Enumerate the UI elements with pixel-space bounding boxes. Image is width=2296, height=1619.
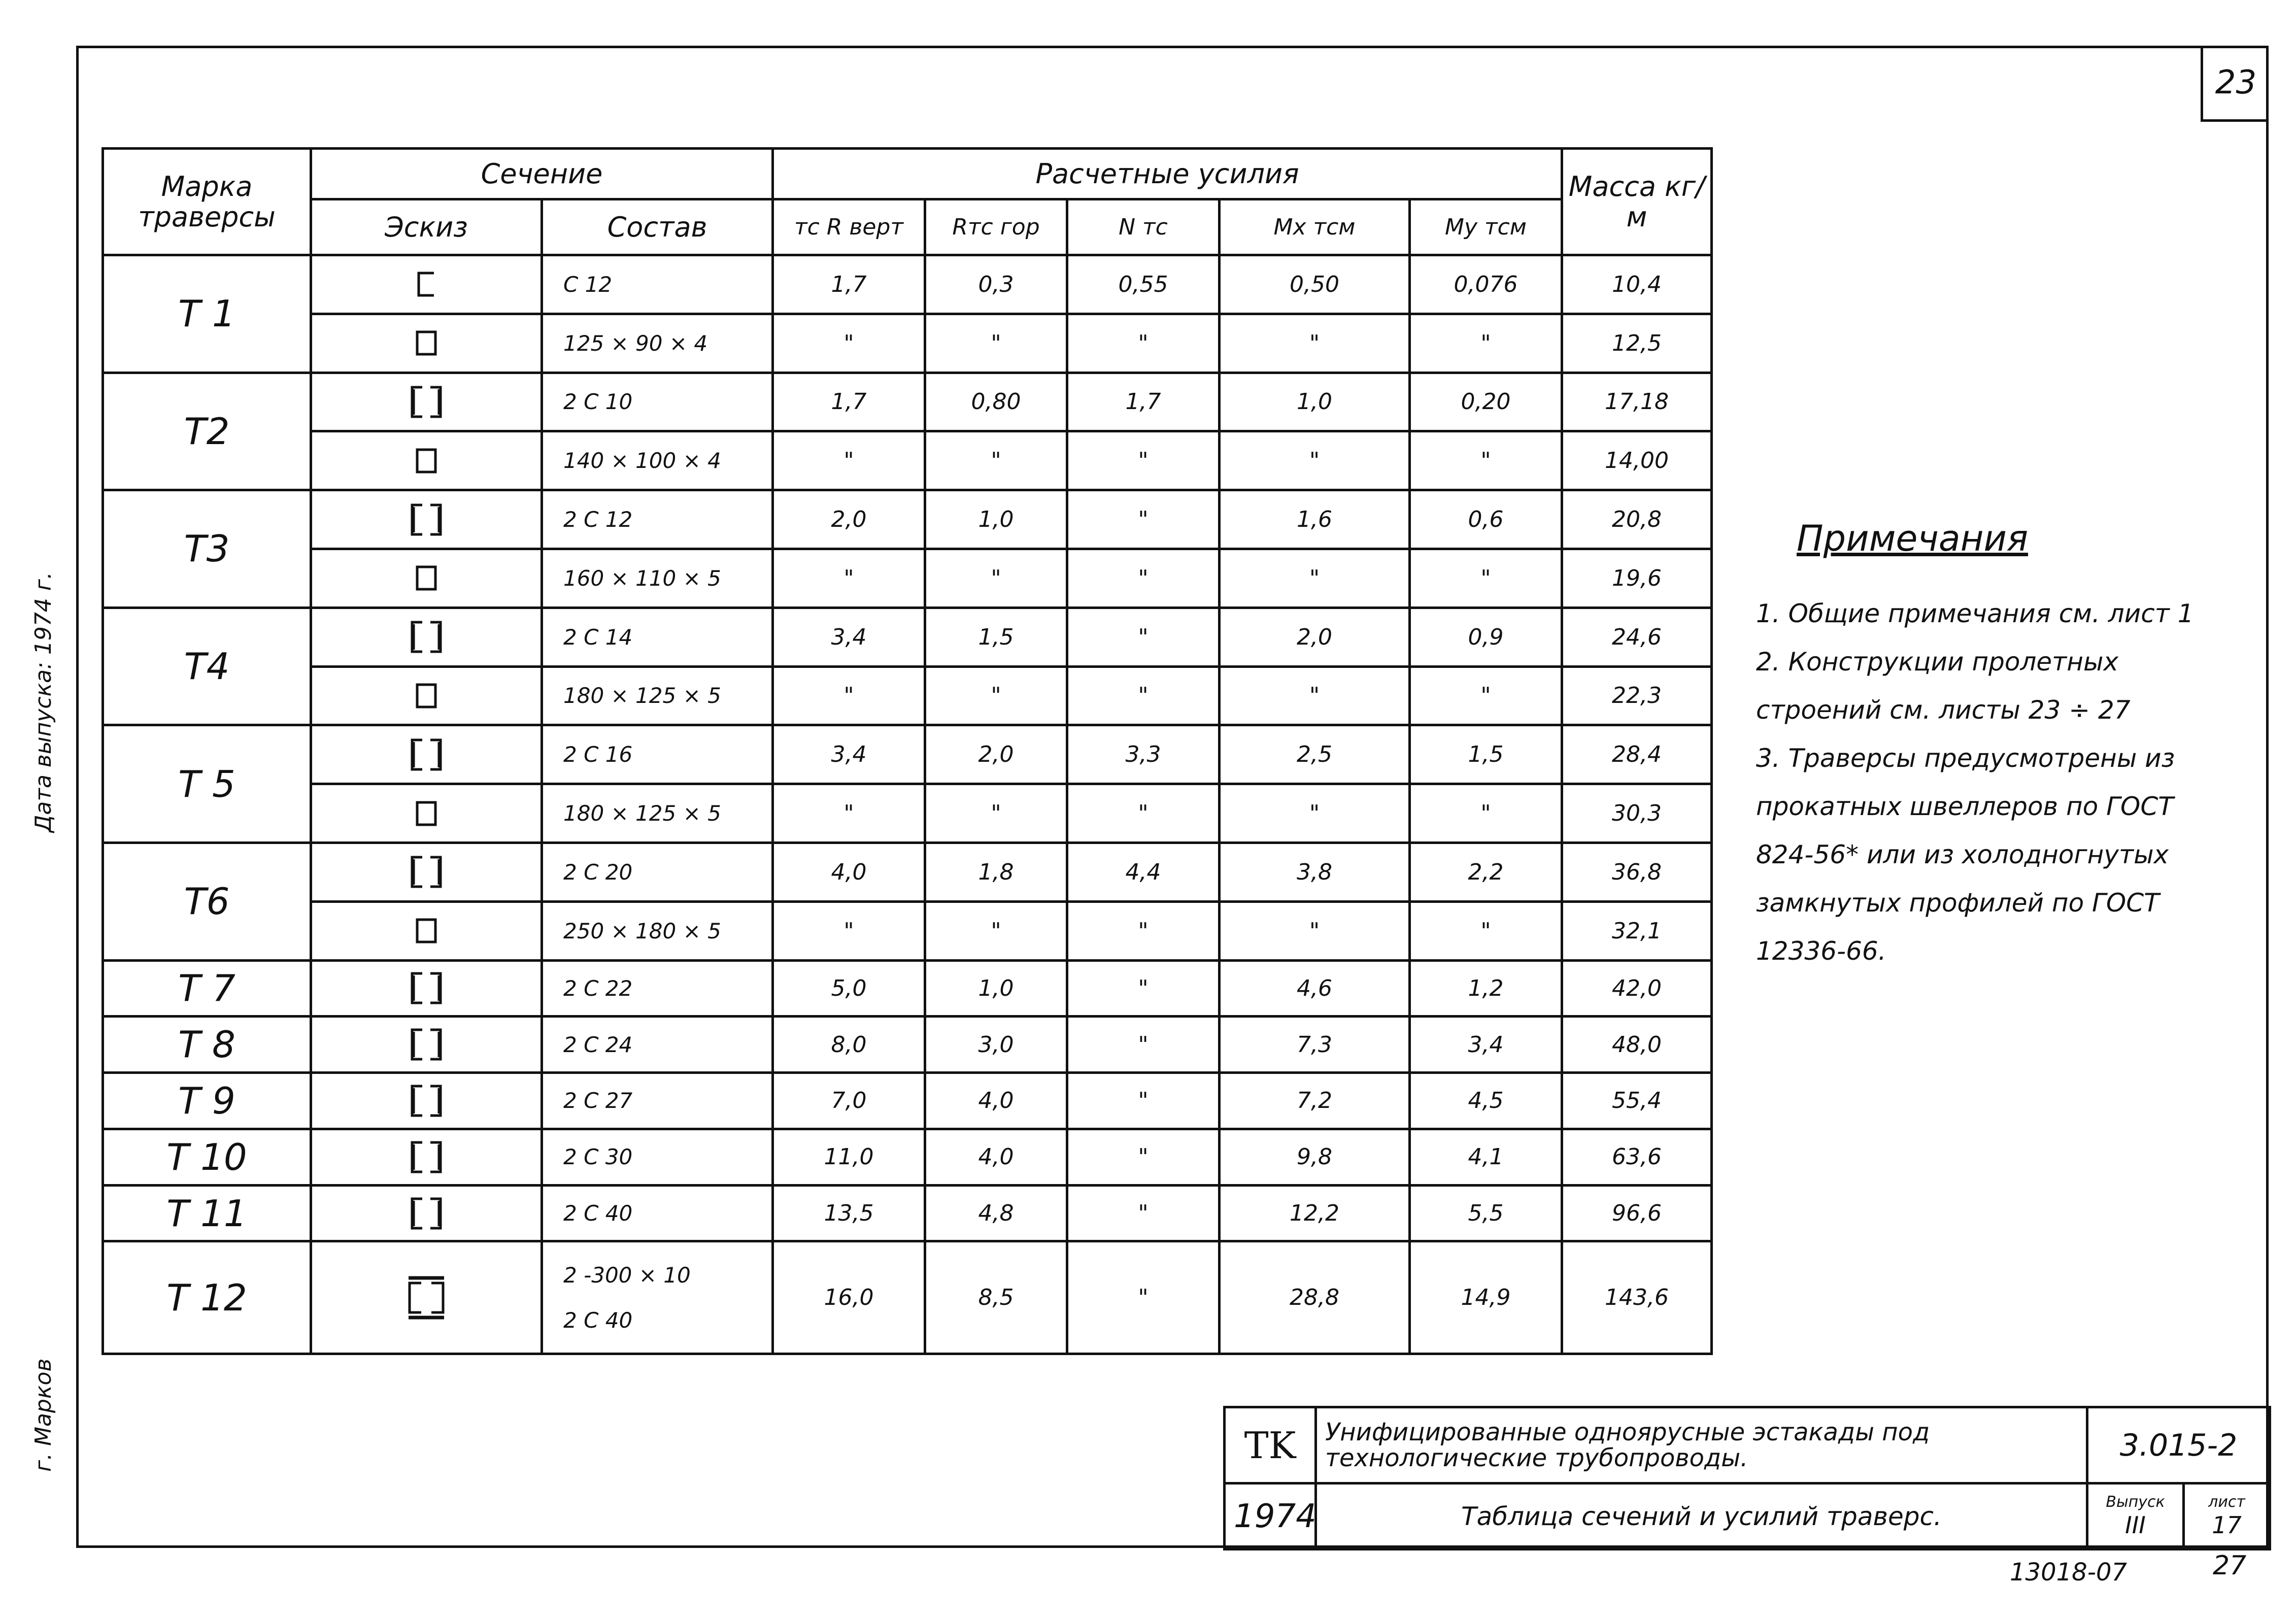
header-eskiz: Эскиз	[311, 199, 542, 255]
header-sostav: Состав	[542, 199, 773, 255]
sostav-text: 2 C 30	[563, 1144, 633, 1170]
r-gor-cell: 1,8	[925, 842, 1067, 901]
sostav-cell	[542, 901, 773, 960]
n-cell: 1,7	[1067, 373, 1220, 431]
n-cell: "	[1067, 549, 1220, 608]
bottom-page: 27	[2213, 1550, 2247, 1581]
double-channel-icon	[311, 490, 542, 549]
n-cell: 4,4	[1067, 842, 1220, 901]
sostav-cell	[542, 960, 773, 1017]
r-vert-cell: 1,7	[773, 255, 925, 314]
traverse-mark: T 1	[103, 255, 311, 373]
r-vert-cell: 7,0	[773, 1073, 925, 1129]
my-cell: 14,9	[1410, 1241, 1562, 1354]
n-cell: "	[1067, 1185, 1220, 1241]
r-vert-cell: 8,0	[773, 1017, 925, 1073]
stamp-year: 1974	[1225, 1483, 1316, 1549]
my-cell: "	[1410, 431, 1562, 490]
massa-cell: 17,18	[1562, 373, 1712, 431]
double-channel-icon	[311, 1073, 542, 1129]
double-channel-icon	[311, 608, 542, 666]
header-r-vert: тс R верт	[773, 199, 925, 255]
my-cell: "	[1410, 314, 1562, 373]
sostav-text: 2 C 24	[563, 1032, 633, 1057]
sostav-text: 140 × 100 × 4	[563, 448, 721, 474]
massa-cell: 48,0	[1562, 1017, 1712, 1073]
r-vert-cell: 13,5	[773, 1185, 925, 1241]
n-cell: "	[1067, 490, 1220, 549]
channel-icon	[311, 255, 542, 314]
sostav-cell	[542, 1073, 773, 1129]
r-vert-cell: 1,7	[773, 373, 925, 431]
n-cell: "	[1067, 1129, 1220, 1185]
traverse-mark: T2	[103, 373, 311, 490]
r-gor-cell: 4,0	[925, 1129, 1067, 1185]
mx-cell: 12,2	[1220, 1185, 1410, 1241]
traverse-mark: T 12	[103, 1241, 311, 1354]
massa-cell: 36,8	[1562, 842, 1712, 901]
massa-cell: 22,3	[1562, 666, 1712, 725]
mx-cell: 9,8	[1220, 1129, 1410, 1185]
mx-cell: "	[1220, 666, 1410, 725]
tube-icon	[311, 901, 542, 960]
sostav-cell	[542, 842, 773, 901]
massa-cell: 19,6	[1562, 549, 1712, 608]
traverse-mark: T 9	[103, 1073, 311, 1129]
double-channel-icon	[311, 373, 542, 431]
sostav-text: 2 C 22	[563, 975, 633, 1001]
r-vert-cell: 3,4	[773, 608, 925, 666]
mx-cell: "	[1220, 901, 1410, 960]
n-cell: "	[1067, 901, 1220, 960]
r-gor-cell: 1,5	[925, 608, 1067, 666]
note-item: 1. Общие примечания см. лист 1	[1756, 599, 2194, 628]
sostav-cell	[542, 431, 773, 490]
sostav-cell	[542, 490, 773, 549]
mx-cell: "	[1220, 431, 1410, 490]
my-cell: 5,5	[1410, 1185, 1562, 1241]
double-channel-icon	[311, 725, 542, 784]
stamp-title1: Унифицированные одноярусные эстакады под технологические трубопроводы.	[1316, 1407, 2087, 1483]
r-gor-cell: 4,8	[925, 1185, 1067, 1241]
r-vert-cell: 2,0	[773, 490, 925, 549]
my-cell: 4,5	[1410, 1073, 1562, 1129]
bottom-code: 13018-07	[2010, 1558, 2128, 1587]
mx-cell: "	[1220, 784, 1410, 843]
plated-double-channel-icon	[311, 1241, 542, 1354]
sostav-cell	[542, 1241, 773, 1354]
massa-cell: 10,4	[1562, 255, 1712, 314]
mx-cell: 7,3	[1220, 1017, 1410, 1073]
r-vert-cell: 11,0	[773, 1129, 925, 1185]
traverse-mark: T 5	[103, 725, 311, 843]
sostav-text: 250 × 180 × 5	[563, 918, 721, 943]
mx-cell: 3,8	[1220, 842, 1410, 901]
header-marka: Марка траверсы	[103, 149, 311, 255]
notes-title: Примечания	[1797, 518, 2029, 559]
sostav-text: 2 C 14	[563, 624, 633, 650]
r-gor-cell: "	[925, 549, 1067, 608]
title-block	[1223, 1406, 2271, 1550]
sostav-cell	[542, 666, 773, 725]
my-cell: 0,6	[1410, 490, 1562, 549]
n-cell: 0,55	[1067, 255, 1220, 314]
sostav-text: C 12	[563, 272, 613, 297]
sostav-cell	[542, 725, 773, 784]
mx-cell: 7,2	[1220, 1073, 1410, 1129]
header-usiliya: Расчетные усилия	[773, 149, 1562, 199]
r-gor-cell: 1,0	[925, 490, 1067, 549]
my-cell: "	[1410, 901, 1562, 960]
sostav-cell	[542, 608, 773, 666]
sostav-text: 2 C 16	[563, 742, 633, 767]
stamp-tk: TK	[1225, 1407, 1316, 1483]
r-vert-cell: 5,0	[773, 960, 925, 1017]
sostav-cell	[542, 373, 773, 431]
stamp-code: 3.015-2	[2087, 1407, 2270, 1483]
sostav-text: 2 C 40	[563, 1307, 633, 1333]
tube-icon	[311, 666, 542, 725]
r-vert-cell: 3,4	[773, 725, 925, 784]
sostav-text: 2 C 40	[563, 1201, 633, 1226]
r-vert-cell: 4,0	[773, 842, 925, 901]
traverse-mark: T 8	[103, 1017, 311, 1073]
mx-cell: 0,50	[1220, 255, 1410, 314]
r-gor-cell: 0,80	[925, 373, 1067, 431]
header-massa: Масса кг/м	[1562, 149, 1712, 255]
massa-cell: 143,6	[1562, 1241, 1712, 1354]
n-cell: "	[1067, 784, 1220, 843]
stamp-vypusk-value: III	[2125, 1511, 2146, 1539]
n-cell: "	[1067, 1073, 1220, 1129]
traverse-mark: T4	[103, 608, 311, 725]
note-item: 3. Траверсы предусмотрены из прокатных швеллеров по ГОСТ 824-56* или из холодногнутых замкнутых профилей по ГОСТ 12336-66.	[1756, 744, 2175, 966]
double-channel-icon	[311, 960, 542, 1017]
r-gor-cell: "	[925, 901, 1067, 960]
massa-cell: 32,1	[1562, 901, 1712, 960]
my-cell: 0,20	[1410, 373, 1562, 431]
sostav-text: 2 C 20	[563, 859, 633, 885]
r-gor-cell: 4,0	[925, 1073, 1067, 1129]
n-cell: "	[1067, 1017, 1220, 1073]
stamp-list-label: лист	[2208, 1493, 2245, 1511]
side-author: г. Марков	[30, 1358, 56, 1472]
tube-icon	[311, 549, 542, 608]
r-vert-cell: "	[773, 431, 925, 490]
sostav-cell	[542, 255, 773, 314]
stamp-list-value: 17	[2212, 1511, 2242, 1539]
double-channel-icon	[311, 842, 542, 901]
sostav-text: 180 × 125 × 5	[563, 801, 721, 826]
sostav-cell	[542, 1185, 773, 1241]
mx-cell: 1,6	[1220, 490, 1410, 549]
r-gor-cell: 2,0	[925, 725, 1067, 784]
mx-cell: 1,0	[1220, 373, 1410, 431]
sostav-cell	[542, 549, 773, 608]
n-cell: 3,3	[1067, 725, 1220, 784]
mx-cell: 28,8	[1220, 1241, 1410, 1354]
side-date: Дата выпуска: 1974 г.	[30, 571, 56, 832]
double-channel-icon	[311, 1017, 542, 1073]
sostav-text: 125 × 90 × 4	[563, 330, 708, 356]
r-gor-cell: 8,5	[925, 1241, 1067, 1354]
header-r-gor: Rтс гор	[925, 199, 1067, 255]
header-mx: Mx тсм	[1220, 199, 1410, 255]
massa-cell: 55,4	[1562, 1073, 1712, 1129]
mx-cell: 2,5	[1220, 725, 1410, 784]
massa-cell: 14,00	[1562, 431, 1712, 490]
my-cell: 3,4	[1410, 1017, 1562, 1073]
stamp-vypusk-label: Выпуск	[2106, 1493, 2165, 1511]
tube-icon	[311, 431, 542, 490]
massa-cell: 20,8	[1562, 490, 1712, 549]
my-cell: 1,2	[1410, 960, 1562, 1017]
sostav-text: 160 × 110 × 5	[563, 565, 721, 591]
mx-cell: 4,6	[1220, 960, 1410, 1017]
sostav-cell	[542, 1129, 773, 1185]
r-gor-cell: "	[925, 784, 1067, 843]
double-channel-icon	[311, 1185, 542, 1241]
sostav-cell	[542, 1017, 773, 1073]
massa-cell: 28,4	[1562, 725, 1712, 784]
r-vert-cell: "	[773, 901, 925, 960]
r-gor-cell: "	[925, 314, 1067, 373]
sostav-text: 180 × 125 × 5	[563, 683, 721, 709]
r-vert-cell: "	[773, 784, 925, 843]
sostav-text: 2 C 12	[563, 507, 633, 532]
massa-cell: 30,3	[1562, 784, 1712, 843]
massa-cell: 42,0	[1562, 960, 1712, 1017]
sostav-cell	[542, 784, 773, 843]
my-cell: "	[1410, 666, 1562, 725]
massa-cell: 12,5	[1562, 314, 1712, 373]
my-cell: "	[1410, 549, 1562, 608]
header-my: My тсм	[1410, 199, 1562, 255]
massa-cell: 96,6	[1562, 1185, 1712, 1241]
my-cell: 2,2	[1410, 842, 1562, 901]
traverse-mark: T6	[103, 842, 311, 960]
r-gor-cell: "	[925, 666, 1067, 725]
my-cell: 0,076	[1410, 255, 1562, 314]
double-channel-icon	[311, 1129, 542, 1185]
mx-cell: 2,0	[1220, 608, 1410, 666]
sostav-text: 2 C 27	[563, 1088, 633, 1114]
stamp-list	[2184, 1483, 2270, 1549]
header-n: N тс	[1067, 199, 1220, 255]
stamp-title2: Таблица сечений и усилий траверс.	[1316, 1483, 2087, 1549]
r-vert-cell: "	[773, 314, 925, 373]
my-cell: 4,1	[1410, 1129, 1562, 1185]
mx-cell: "	[1220, 314, 1410, 373]
r-vert-cell: "	[773, 666, 925, 725]
stamp-vypusk	[2087, 1483, 2184, 1549]
notes	[1756, 518, 2223, 975]
n-cell: "	[1067, 608, 1220, 666]
n-cell: "	[1067, 314, 1220, 373]
n-cell: "	[1067, 431, 1220, 490]
sostav-text: 2 -300 × 10	[563, 1262, 691, 1288]
r-gor-cell: "	[925, 431, 1067, 490]
sostav-cell	[542, 314, 773, 373]
note-item: 2. Конструкции пролетных строений см. листы 23 ÷ 27	[1756, 647, 2131, 725]
header-sechenie: Сечение	[311, 149, 773, 199]
my-cell: "	[1410, 784, 1562, 843]
r-gor-cell: 0,3	[925, 255, 1067, 314]
r-gor-cell: 3,0	[925, 1017, 1067, 1073]
r-vert-cell: "	[773, 549, 925, 608]
n-cell: "	[1067, 960, 1220, 1017]
my-cell: 0,9	[1410, 608, 1562, 666]
r-vert-cell: 16,0	[773, 1241, 925, 1354]
massa-cell: 63,6	[1562, 1129, 1712, 1185]
n-cell: "	[1067, 1241, 1220, 1354]
tube-icon	[311, 784, 542, 843]
traverse-mark: T 10	[103, 1129, 311, 1185]
r-gor-cell: 1,0	[925, 960, 1067, 1017]
traverse-mark: T3	[103, 490, 311, 608]
mx-cell: "	[1220, 549, 1410, 608]
sections-table	[102, 147, 1713, 1355]
page-number: 23	[2201, 46, 2269, 122]
traverse-mark: T 7	[103, 960, 311, 1017]
sostav-text: 2 C 10	[563, 389, 633, 415]
traverse-mark: T 11	[103, 1185, 311, 1241]
my-cell: 1,5	[1410, 725, 1562, 784]
tube-icon	[311, 314, 542, 373]
massa-cell: 24,6	[1562, 608, 1712, 666]
n-cell: "	[1067, 666, 1220, 725]
